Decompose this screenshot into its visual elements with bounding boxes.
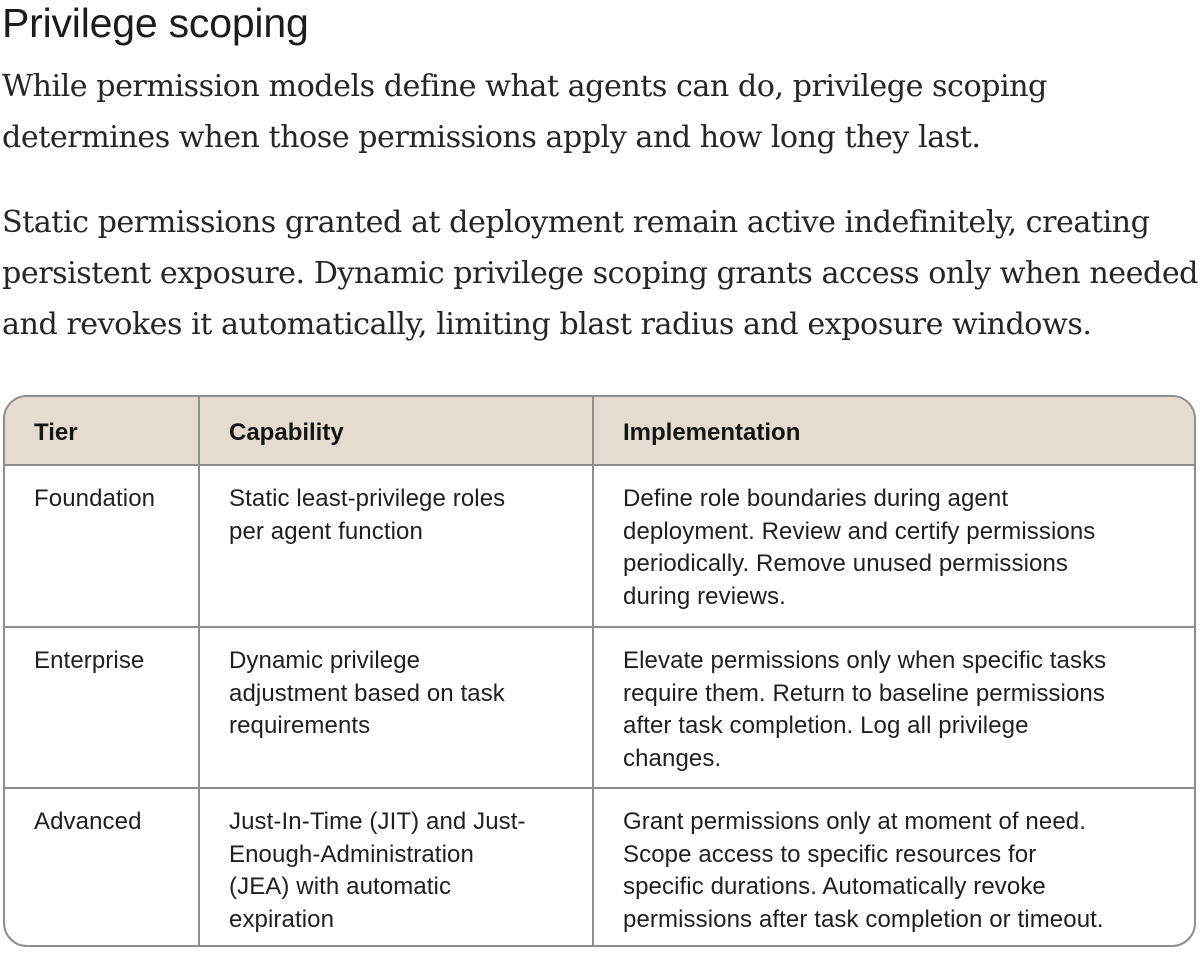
paragraph-line: persistent exposure. Dynamic privilege scoping grants access only when needed bbox=[2, 256, 1199, 291]
section-heading: Privilege scoping bbox=[2, 0, 309, 46]
cell-line: periodically. Remove unused permissions bbox=[623, 550, 1068, 577]
cell-line: per agent function bbox=[229, 517, 423, 545]
cell-line: (JEA) with automatic bbox=[229, 873, 452, 900]
intro-paragraph bbox=[2, 61, 1197, 163]
cell-line: Elevate permissions only when specific tasks bbox=[623, 647, 1107, 674]
cell-line: after task completion. Log all privilege bbox=[623, 712, 1029, 739]
cell-line: Static least-privilege roles bbox=[229, 485, 506, 512]
cell-line: deployment. Review and certify permissions bbox=[623, 517, 1096, 545]
cell-line: during reviews. bbox=[623, 582, 786, 610]
cell-line: changes. bbox=[623, 744, 722, 772]
cell-line: Scope access to specific resources for bbox=[623, 840, 1037, 868]
paragraph-line: Static permissions granted at deployment remain active indefinitely, creating bbox=[2, 205, 1150, 240]
column-header-capability: Capability bbox=[199, 397, 593, 465]
tier-cell: Advanced bbox=[34, 808, 142, 835]
implementation-cell bbox=[593, 465, 1194, 627]
implementation-cell bbox=[593, 788, 1194, 945]
tier-cell: Enterprise bbox=[5, 627, 199, 788]
table-row bbox=[5, 627, 1194, 788]
cell-line: permissions after task completion or timeout. bbox=[623, 905, 1104, 933]
cell-line: require them. Return to baseline permissions bbox=[623, 679, 1105, 707]
body-paragraph bbox=[2, 197, 1197, 350]
column-header-tier: Tier bbox=[5, 397, 199, 465]
cell-line: specific durations. Automatically revoke bbox=[623, 873, 1046, 900]
tier-cell: Foundation bbox=[5, 465, 199, 627]
cell-line: adjustment based on task bbox=[229, 679, 505, 707]
implementation-cell bbox=[593, 627, 1194, 788]
column-header-implementation: Implementation bbox=[593, 397, 1194, 465]
table-row bbox=[5, 788, 1194, 945]
paragraph-line: While permission models define what agents can do, privilege scoping bbox=[2, 69, 1047, 104]
table-row bbox=[5, 465, 1194, 627]
cell-line: Define role boundaries during agent bbox=[623, 485, 1009, 512]
privilege-tier-table bbox=[3, 395, 1196, 947]
capability-cell bbox=[199, 627, 593, 788]
capability-cell bbox=[199, 788, 593, 945]
table-header-row bbox=[5, 397, 1194, 465]
cell-line: requirements bbox=[229, 712, 371, 739]
cell-line: expiration bbox=[229, 905, 335, 933]
cell-line: Dynamic privilege bbox=[229, 647, 421, 674]
tier-table bbox=[5, 397, 1194, 945]
cell-line: Grant permissions only at moment of need. bbox=[623, 808, 1086, 835]
paragraph-line: determines when those permissions apply and how long they last. bbox=[2, 120, 981, 155]
cell-line: Enough-Administration bbox=[229, 840, 474, 868]
capability-cell bbox=[199, 465, 593, 627]
paragraph-line: and revokes it automatically, limiting blast radius and exposure windows. bbox=[2, 307, 1092, 342]
cell-line: Just-In-Time (JIT) and Just- bbox=[229, 808, 526, 835]
